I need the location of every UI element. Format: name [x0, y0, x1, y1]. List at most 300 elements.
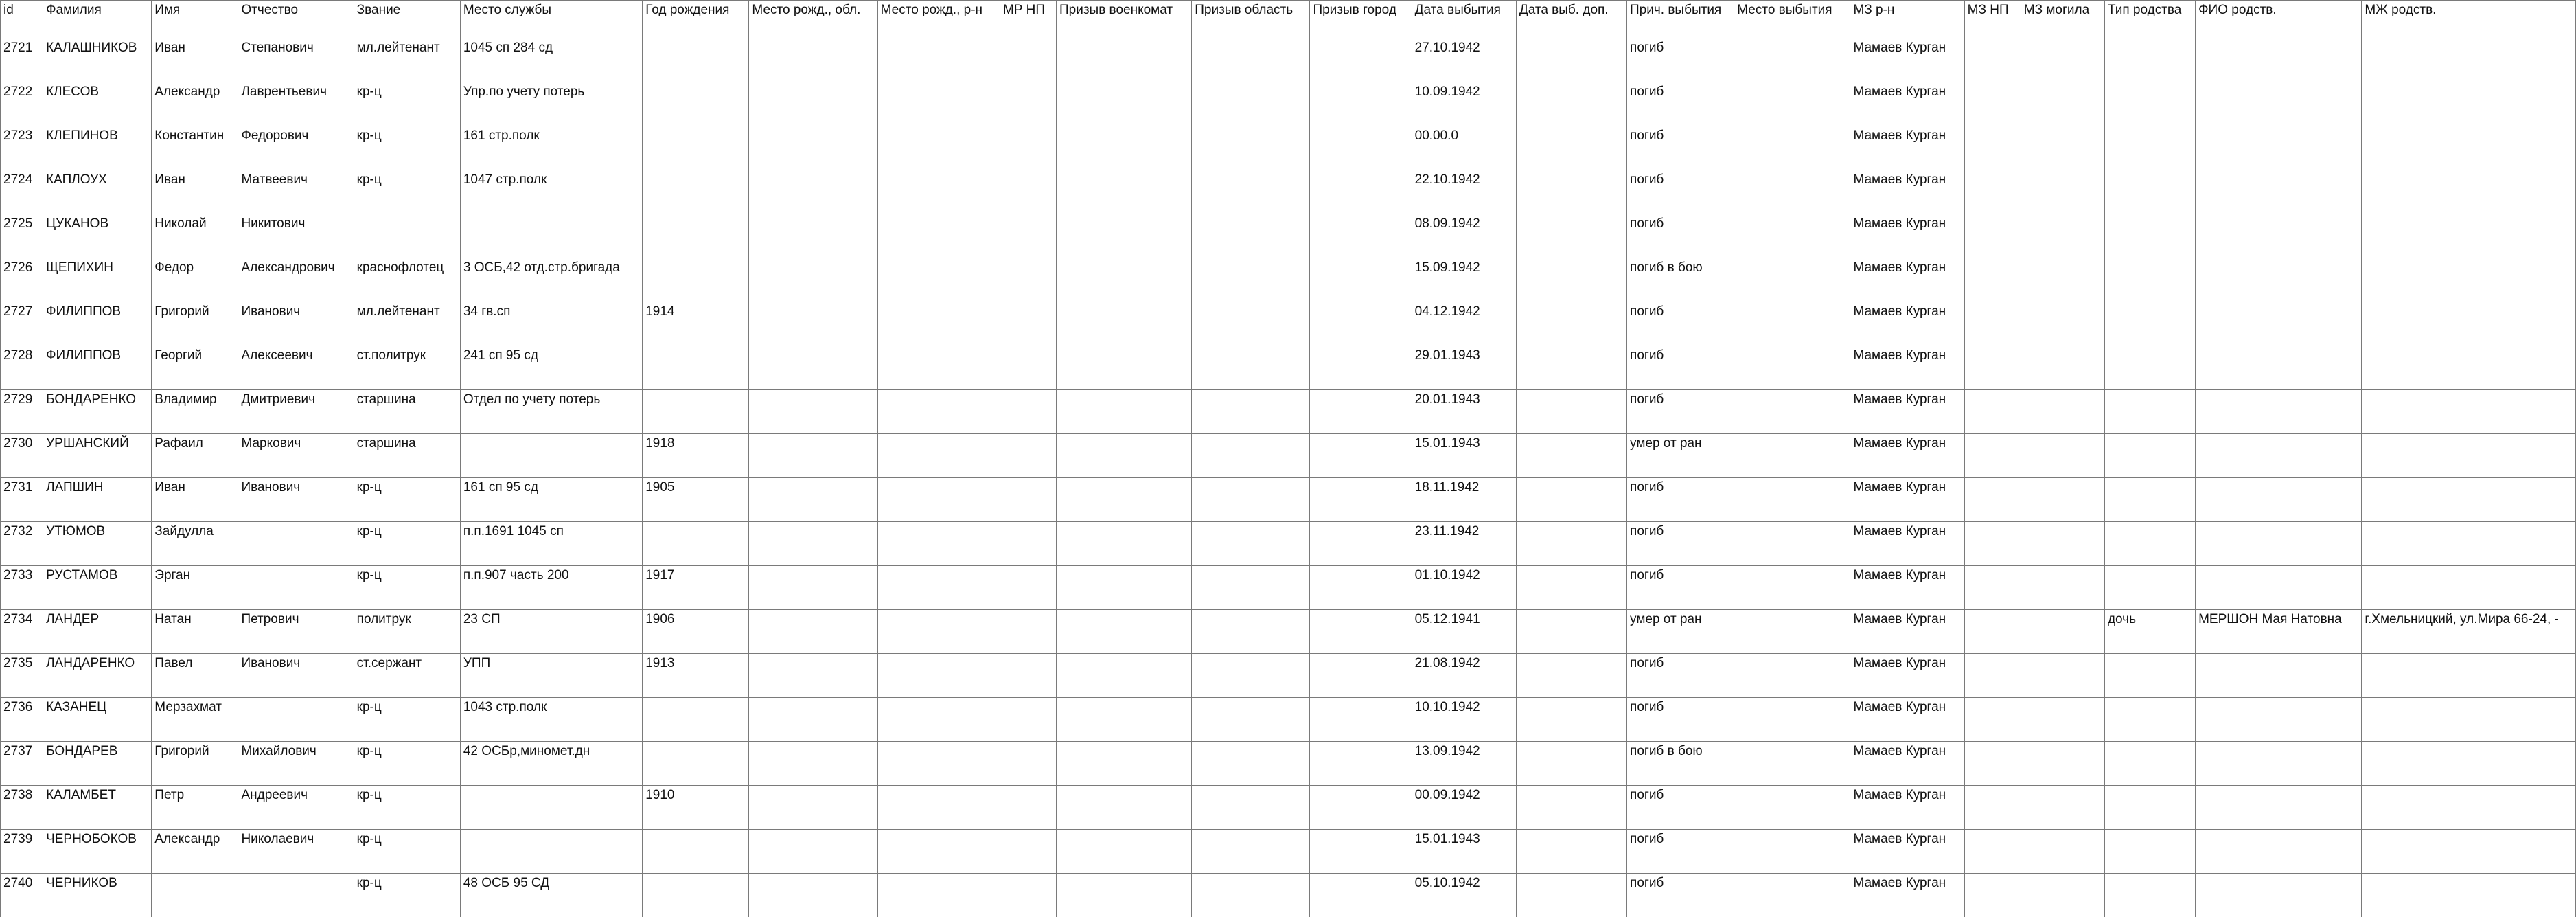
table-cell	[2196, 214, 2362, 258]
table-cell: погиб в бою	[1627, 258, 1734, 302]
table-cell: погиб	[1627, 830, 1734, 874]
table-cell	[643, 698, 749, 742]
table-cell	[749, 698, 877, 742]
table-cell	[2362, 698, 2576, 742]
table-cell: Маркович	[238, 434, 354, 478]
table-cell	[1000, 742, 1056, 786]
table-cell: Александрович	[238, 258, 354, 302]
table-cell	[1516, 654, 1626, 698]
table-cell: 2735	[1, 654, 43, 698]
table-cell	[2104, 126, 2195, 170]
table-cell: 161 стр.полк	[460, 126, 642, 170]
table-cell: Григорий	[152, 302, 238, 346]
table-cell	[460, 830, 642, 874]
table-cell: 1047 стр.полк	[460, 170, 642, 214]
table-cell: 3 ОСБ,42 отд.стр.бригада	[460, 258, 642, 302]
table-cell: Дмитриевич	[238, 390, 354, 434]
table-cell	[2104, 874, 2195, 917]
table-cell	[2362, 170, 2576, 214]
table-cell	[1192, 830, 1310, 874]
column-header: Место рожд., р-н	[877, 1, 1000, 38]
header-row	[1, 1, 2576, 38]
table-cell	[1516, 434, 1626, 478]
table-cell: 42 ОСБр,миномет.дн	[460, 742, 642, 786]
table-cell: погиб	[1627, 126, 1734, 170]
table-cell: Натан	[152, 610, 238, 654]
table-cell	[1310, 302, 1412, 346]
table-cell	[2362, 390, 2576, 434]
table-cell	[877, 654, 1000, 698]
table-cell	[1056, 126, 1191, 170]
table-cell: 2725	[1, 214, 43, 258]
table-cell	[2021, 38, 2104, 82]
column-header: Место выбытия	[1734, 1, 1850, 38]
table-cell: погиб	[1627, 38, 1734, 82]
table-cell	[1192, 170, 1310, 214]
table-cell: Эрган	[152, 566, 238, 610]
table-cell	[1964, 82, 2021, 126]
table-cell	[877, 478, 1000, 522]
table-cell: ст.сержант	[354, 654, 460, 698]
table-cell: 2724	[1, 170, 43, 214]
table-cell	[238, 698, 354, 742]
table-cell	[1192, 82, 1310, 126]
table-cell	[1516, 522, 1626, 566]
table-cell	[2362, 214, 2576, 258]
table-cell	[1056, 786, 1191, 830]
table-cell	[643, 742, 749, 786]
table-cell: погиб	[1627, 214, 1734, 258]
table-cell: Александр	[152, 82, 238, 126]
table-cell	[460, 434, 642, 478]
table-cell: 22.10.1942	[1412, 170, 1516, 214]
table-cell: 1918	[643, 434, 749, 478]
column-header: МЗ могила	[2021, 1, 2104, 38]
table-cell	[749, 214, 877, 258]
table-cell: Владимир	[152, 390, 238, 434]
table-cell	[1964, 742, 2021, 786]
column-header: Прич. выбытия	[1627, 1, 1734, 38]
table-cell	[1310, 654, 1412, 698]
table-cell: старшина	[354, 390, 460, 434]
table-cell	[2021, 258, 2104, 302]
table-cell	[1964, 698, 2021, 742]
table-cell: кр-ц	[354, 698, 460, 742]
table-cell: Мамаев Курган	[1850, 38, 1964, 82]
table-cell: 23.11.1942	[1412, 522, 1516, 566]
table-cell	[1310, 478, 1412, 522]
table-cell	[2362, 874, 2576, 917]
table-cell	[749, 478, 877, 522]
table-cell	[1000, 38, 1056, 82]
table-cell	[2196, 566, 2362, 610]
table-cell: 48 ОСБ 95 СД	[460, 874, 642, 917]
table-cell	[1734, 522, 1850, 566]
table-cell: мл.лейтенант	[354, 302, 460, 346]
table-cell: Федорович	[238, 126, 354, 170]
table-cell	[2362, 258, 2576, 302]
table-cell: погиб	[1627, 654, 1734, 698]
table-row	[1, 302, 2576, 346]
table-cell	[2104, 742, 2195, 786]
table-cell	[1516, 830, 1626, 874]
table-cell: 1914	[643, 302, 749, 346]
column-header: Звание	[354, 1, 460, 38]
table-cell: погиб	[1627, 698, 1734, 742]
column-header: id	[1, 1, 43, 38]
column-header: Призыв город	[1310, 1, 1412, 38]
column-header: Место рожд., обл.	[749, 1, 877, 38]
table-cell: кр-ц	[354, 742, 460, 786]
table-cell	[1000, 654, 1056, 698]
table-cell	[2196, 786, 2362, 830]
table-cell	[2362, 82, 2576, 126]
table-cell: 10.10.1942	[1412, 698, 1516, 742]
table-cell	[1000, 82, 1056, 126]
table-cell	[1056, 522, 1191, 566]
table-cell	[2021, 434, 2104, 478]
table-cell	[1000, 214, 1056, 258]
table-cell	[1000, 786, 1056, 830]
table-row	[1, 170, 2576, 214]
table-cell	[1734, 258, 1850, 302]
table-cell: дочь	[2104, 610, 2195, 654]
table-cell	[643, 258, 749, 302]
table-cell: 2739	[1, 830, 43, 874]
table-cell	[1964, 522, 2021, 566]
column-header: Призыв военкомат	[1056, 1, 1191, 38]
table-cell	[1516, 302, 1626, 346]
table-cell: Николай	[152, 214, 238, 258]
table-cell	[2196, 390, 2362, 434]
table-cell	[1734, 214, 1850, 258]
table-cell	[1964, 170, 2021, 214]
table-cell: 2731	[1, 478, 43, 522]
table-cell	[238, 522, 354, 566]
column-header: Дата выбытия	[1412, 1, 1516, 38]
table-cell	[1056, 214, 1191, 258]
table-cell: кр-ц	[354, 126, 460, 170]
table-cell: 18.11.1942	[1412, 478, 1516, 522]
table-cell	[2362, 126, 2576, 170]
table-cell: кр-ц	[354, 566, 460, 610]
table-cell	[1056, 566, 1191, 610]
table-row	[1, 742, 2576, 786]
table-cell: краснофлотец	[354, 258, 460, 302]
table-cell	[1310, 258, 1412, 302]
table-cell	[1000, 478, 1056, 522]
table-cell: 05.10.1942	[1412, 874, 1516, 917]
table-cell	[2104, 82, 2195, 126]
table-cell: Иван	[152, 478, 238, 522]
table-cell	[643, 346, 749, 390]
table-cell	[1734, 830, 1850, 874]
table-cell: погиб	[1627, 786, 1734, 830]
table-cell: погиб	[1627, 302, 1734, 346]
table-cell	[2362, 566, 2576, 610]
table-cell: 05.12.1941	[1412, 610, 1516, 654]
table-cell: 1045 сп 284 сд	[460, 38, 642, 82]
table-cell: Мамаев Курган	[1850, 434, 1964, 478]
table-cell	[1056, 82, 1191, 126]
table-cell: КАЗАНЕЦ	[43, 698, 152, 742]
table-cell: 2737	[1, 742, 43, 786]
table-row	[1, 434, 2576, 478]
table-cell	[2196, 258, 2362, 302]
table-cell	[2104, 38, 2195, 82]
table-cell	[1734, 786, 1850, 830]
table-cell	[1000, 302, 1056, 346]
table-cell	[1964, 258, 2021, 302]
table-cell	[877, 38, 1000, 82]
table-cell: ЛАПШИН	[43, 478, 152, 522]
table-cell	[1516, 478, 1626, 522]
table-cell: 04.12.1942	[1412, 302, 1516, 346]
table-cell	[1734, 390, 1850, 434]
table-cell: 2734	[1, 610, 43, 654]
table-cell: погиб	[1627, 566, 1734, 610]
table-cell	[2021, 214, 2104, 258]
table-cell: 2736	[1, 698, 43, 742]
table-cell	[2021, 874, 2104, 917]
table-cell	[2104, 478, 2195, 522]
table-cell: 1913	[643, 654, 749, 698]
table-cell: кр-ц	[354, 522, 460, 566]
table-cell	[1000, 698, 1056, 742]
table-cell	[2021, 302, 2104, 346]
table-cell	[1310, 170, 1412, 214]
table-row	[1, 82, 2576, 126]
table-cell	[749, 346, 877, 390]
table-cell: Упр.по учету потерь	[460, 82, 642, 126]
table-cell: Мерзахмат	[152, 698, 238, 742]
column-header: Год рождения	[643, 1, 749, 38]
table-cell	[1192, 566, 1310, 610]
table-cell	[354, 214, 460, 258]
table-cell: Мамаев Курган	[1850, 346, 1964, 390]
table-cell	[1516, 82, 1626, 126]
table-row	[1, 258, 2576, 302]
table-cell	[2104, 786, 2195, 830]
table-cell	[1734, 610, 1850, 654]
table-cell	[1516, 610, 1626, 654]
table-cell	[1964, 214, 2021, 258]
table-cell	[2104, 566, 2195, 610]
table-cell	[1734, 170, 1850, 214]
table-cell	[749, 610, 877, 654]
table-cell	[1734, 742, 1850, 786]
table-cell	[749, 38, 877, 82]
table-cell	[2104, 434, 2195, 478]
table-cell	[1192, 126, 1310, 170]
table-cell	[2196, 742, 2362, 786]
table-cell	[877, 786, 1000, 830]
column-header: Призыв область	[1192, 1, 1310, 38]
table-cell: 01.10.1942	[1412, 566, 1516, 610]
table-cell: 2738	[1, 786, 43, 830]
table-cell: РУСТАМОВ	[43, 566, 152, 610]
table-cell	[1310, 566, 1412, 610]
table-cell: Зайдулла	[152, 522, 238, 566]
table-cell	[749, 82, 877, 126]
table-cell	[2362, 478, 2576, 522]
table-row	[1, 830, 2576, 874]
table-cell	[1734, 38, 1850, 82]
table-cell: Мамаев Курган	[1850, 566, 1964, 610]
table-cell: Константин	[152, 126, 238, 170]
table-cell	[877, 170, 1000, 214]
table-cell	[877, 874, 1000, 917]
table-cell	[1516, 742, 1626, 786]
table-cell	[1964, 830, 2021, 874]
table-cell: Иванович	[238, 478, 354, 522]
table-cell	[1310, 830, 1412, 874]
table-cell	[1000, 434, 1056, 478]
table-cell: 00.00.0	[1412, 126, 1516, 170]
table-cell	[2104, 698, 2195, 742]
table-cell	[749, 830, 877, 874]
table-cell	[749, 126, 877, 170]
table-cell	[749, 302, 877, 346]
table-cell	[1310, 38, 1412, 82]
column-header: Отчество	[238, 1, 354, 38]
table-cell: Мамаев Курган	[1850, 522, 1964, 566]
table-cell	[1192, 654, 1310, 698]
table-cell	[2104, 214, 2195, 258]
table-row	[1, 874, 2576, 917]
table-cell	[1734, 82, 1850, 126]
table-cell	[1964, 654, 2021, 698]
table-cell: Мамаев Курган	[1850, 82, 1964, 126]
table-cell: 2732	[1, 522, 43, 566]
table-cell: 23 СП	[460, 610, 642, 654]
table-cell	[1056, 38, 1191, 82]
table-row	[1, 654, 2576, 698]
table-cell	[643, 830, 749, 874]
table-cell	[643, 522, 749, 566]
table-cell: 21.08.1942	[1412, 654, 1516, 698]
table-cell	[1734, 126, 1850, 170]
table-cell	[877, 742, 1000, 786]
table-cell	[749, 654, 877, 698]
table-cell: 15.01.1943	[1412, 434, 1516, 478]
table-cell	[877, 434, 1000, 478]
table-cell	[643, 874, 749, 917]
table-cell: 2723	[1, 126, 43, 170]
table-cell: Федор	[152, 258, 238, 302]
table-cell	[877, 126, 1000, 170]
table-cell: Александр	[152, 830, 238, 874]
table-cell: Мамаев Курган	[1850, 610, 1964, 654]
table-cell: Павел	[152, 654, 238, 698]
table-cell: 1905	[643, 478, 749, 522]
table-cell	[1964, 874, 2021, 917]
table-cell	[2196, 302, 2362, 346]
table-cell	[1000, 390, 1056, 434]
column-header: ФИО родств.	[2196, 1, 2362, 38]
table-row	[1, 126, 2576, 170]
table-cell: УТЮМОВ	[43, 522, 152, 566]
table-cell	[2362, 302, 2576, 346]
table-cell: 29.01.1943	[1412, 346, 1516, 390]
table-cell	[238, 874, 354, 917]
table-cell	[1964, 302, 2021, 346]
table-cell: Мамаев Курган	[1850, 214, 1964, 258]
table-cell	[1516, 170, 1626, 214]
table-cell: кр-ц	[354, 170, 460, 214]
table-cell	[2021, 522, 2104, 566]
table-cell	[643, 214, 749, 258]
table-cell: погиб	[1627, 522, 1734, 566]
table-cell	[2104, 346, 2195, 390]
table-cell	[1310, 82, 1412, 126]
table-cell	[877, 830, 1000, 874]
column-header: Фамилия	[43, 1, 152, 38]
table-cell	[1192, 346, 1310, 390]
table-cell	[1192, 38, 1310, 82]
table-cell: Степанович	[238, 38, 354, 82]
table-cell	[1734, 874, 1850, 917]
table-cell: 2730	[1, 434, 43, 478]
table-cell	[1734, 346, 1850, 390]
table-cell	[2021, 126, 2104, 170]
table-cell: Петр	[152, 786, 238, 830]
table-cell	[1516, 258, 1626, 302]
table-cell	[1310, 874, 1412, 917]
table-cell: 2721	[1, 38, 43, 82]
table-cell	[1192, 522, 1310, 566]
table-cell	[1000, 566, 1056, 610]
table-cell: Георгий	[152, 346, 238, 390]
table-cell	[877, 566, 1000, 610]
table-cell	[1192, 742, 1310, 786]
table-cell: КАЛАМБЕТ	[43, 786, 152, 830]
table-cell	[2021, 654, 2104, 698]
table-cell: политрук	[354, 610, 460, 654]
table-cell	[1192, 258, 1310, 302]
table-cell	[749, 742, 877, 786]
table-cell: КЛЕПИНОВ	[43, 126, 152, 170]
table-cell	[1192, 434, 1310, 478]
table-cell	[877, 610, 1000, 654]
table-cell	[1056, 610, 1191, 654]
table-cell: кр-ц	[354, 874, 460, 917]
table-cell: п.п.1691 1045 сп	[460, 522, 642, 566]
table-cell	[2104, 522, 2195, 566]
table-row	[1, 610, 2576, 654]
table-cell	[643, 38, 749, 82]
table-cell	[1056, 698, 1191, 742]
table-row	[1, 522, 2576, 566]
table-cell	[1056, 874, 1191, 917]
table-cell	[2021, 830, 2104, 874]
table-cell	[2021, 566, 2104, 610]
table-cell	[1056, 654, 1191, 698]
table-cell: Отдел по учету потерь	[460, 390, 642, 434]
table-cell	[1964, 390, 2021, 434]
table-cell	[1192, 698, 1310, 742]
table-row	[1, 566, 2576, 610]
table-cell	[1192, 478, 1310, 522]
table-cell	[1516, 126, 1626, 170]
table-cell	[643, 390, 749, 434]
table-cell	[1310, 214, 1412, 258]
table-cell	[1192, 302, 1310, 346]
table-cell: БОНДАРЕНКО	[43, 390, 152, 434]
table-cell	[1516, 786, 1626, 830]
table-cell: КЛЕСОВ	[43, 82, 152, 126]
table-cell	[2104, 170, 2195, 214]
